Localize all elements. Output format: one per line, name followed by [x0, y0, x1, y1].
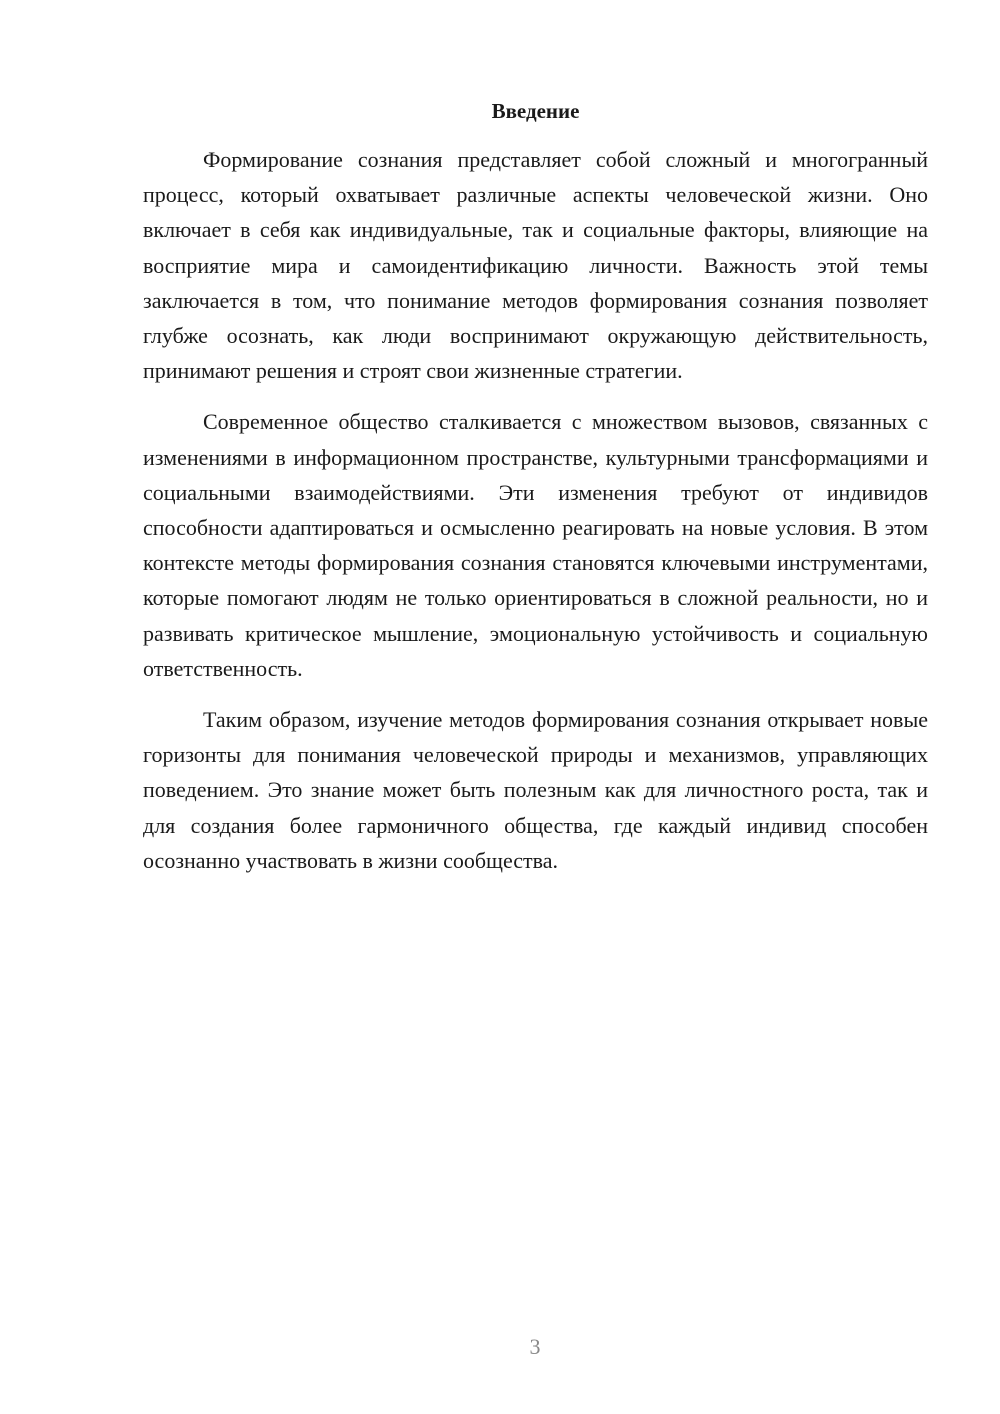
page-title: Введение: [491, 99, 580, 123]
paragraph-1: Формирование сознания представляет собой сложный и многогранный процесс, который охватывает различные аспекты человеческой жизни. Оно включает в себя как индивидуальные, так и социальные факторы, влияющие на восприятие мира и самоидентификацию личности. Важность этой темы заключается в том, что понимание методов формирования сознания позволяет глубже осознать, как люди воспринимают окружающую действительность, принимают решения и строят свои жизненные стратегии.: [143, 147, 928, 384]
paragraph-3: Таким образом, изучение методов формирования сознания открывает новые горизонты для понимания человеческой природы и механизмов, управляющих поведением. Это знание может быть полезным как для личностного роста, так и для создания более гармоничного общества, где каждый индивид способен осознанно участвовать в жизни сообщества.: [143, 707, 928, 873]
paragraph-2: Современное общество сталкивается с множеством вызовов, связанных с изменениями в информационном пространстве, культурными трансформациями и социальными взаимодействиями. Эти изменения требуют от индивидов способности адаптироваться и осмысленно реагировать на новые условия. В этом контексте методы формирования сознания становятся ключевыми инструментами, которые помогают людям не только ориентироваться в сложной реальности, но и развивать критическое мышление, эмоциональную устойчивость и социальную ответственность.: [143, 409, 928, 681]
page-number: 3: [529, 1334, 541, 1359]
document-body: [143, 142, 928, 894]
